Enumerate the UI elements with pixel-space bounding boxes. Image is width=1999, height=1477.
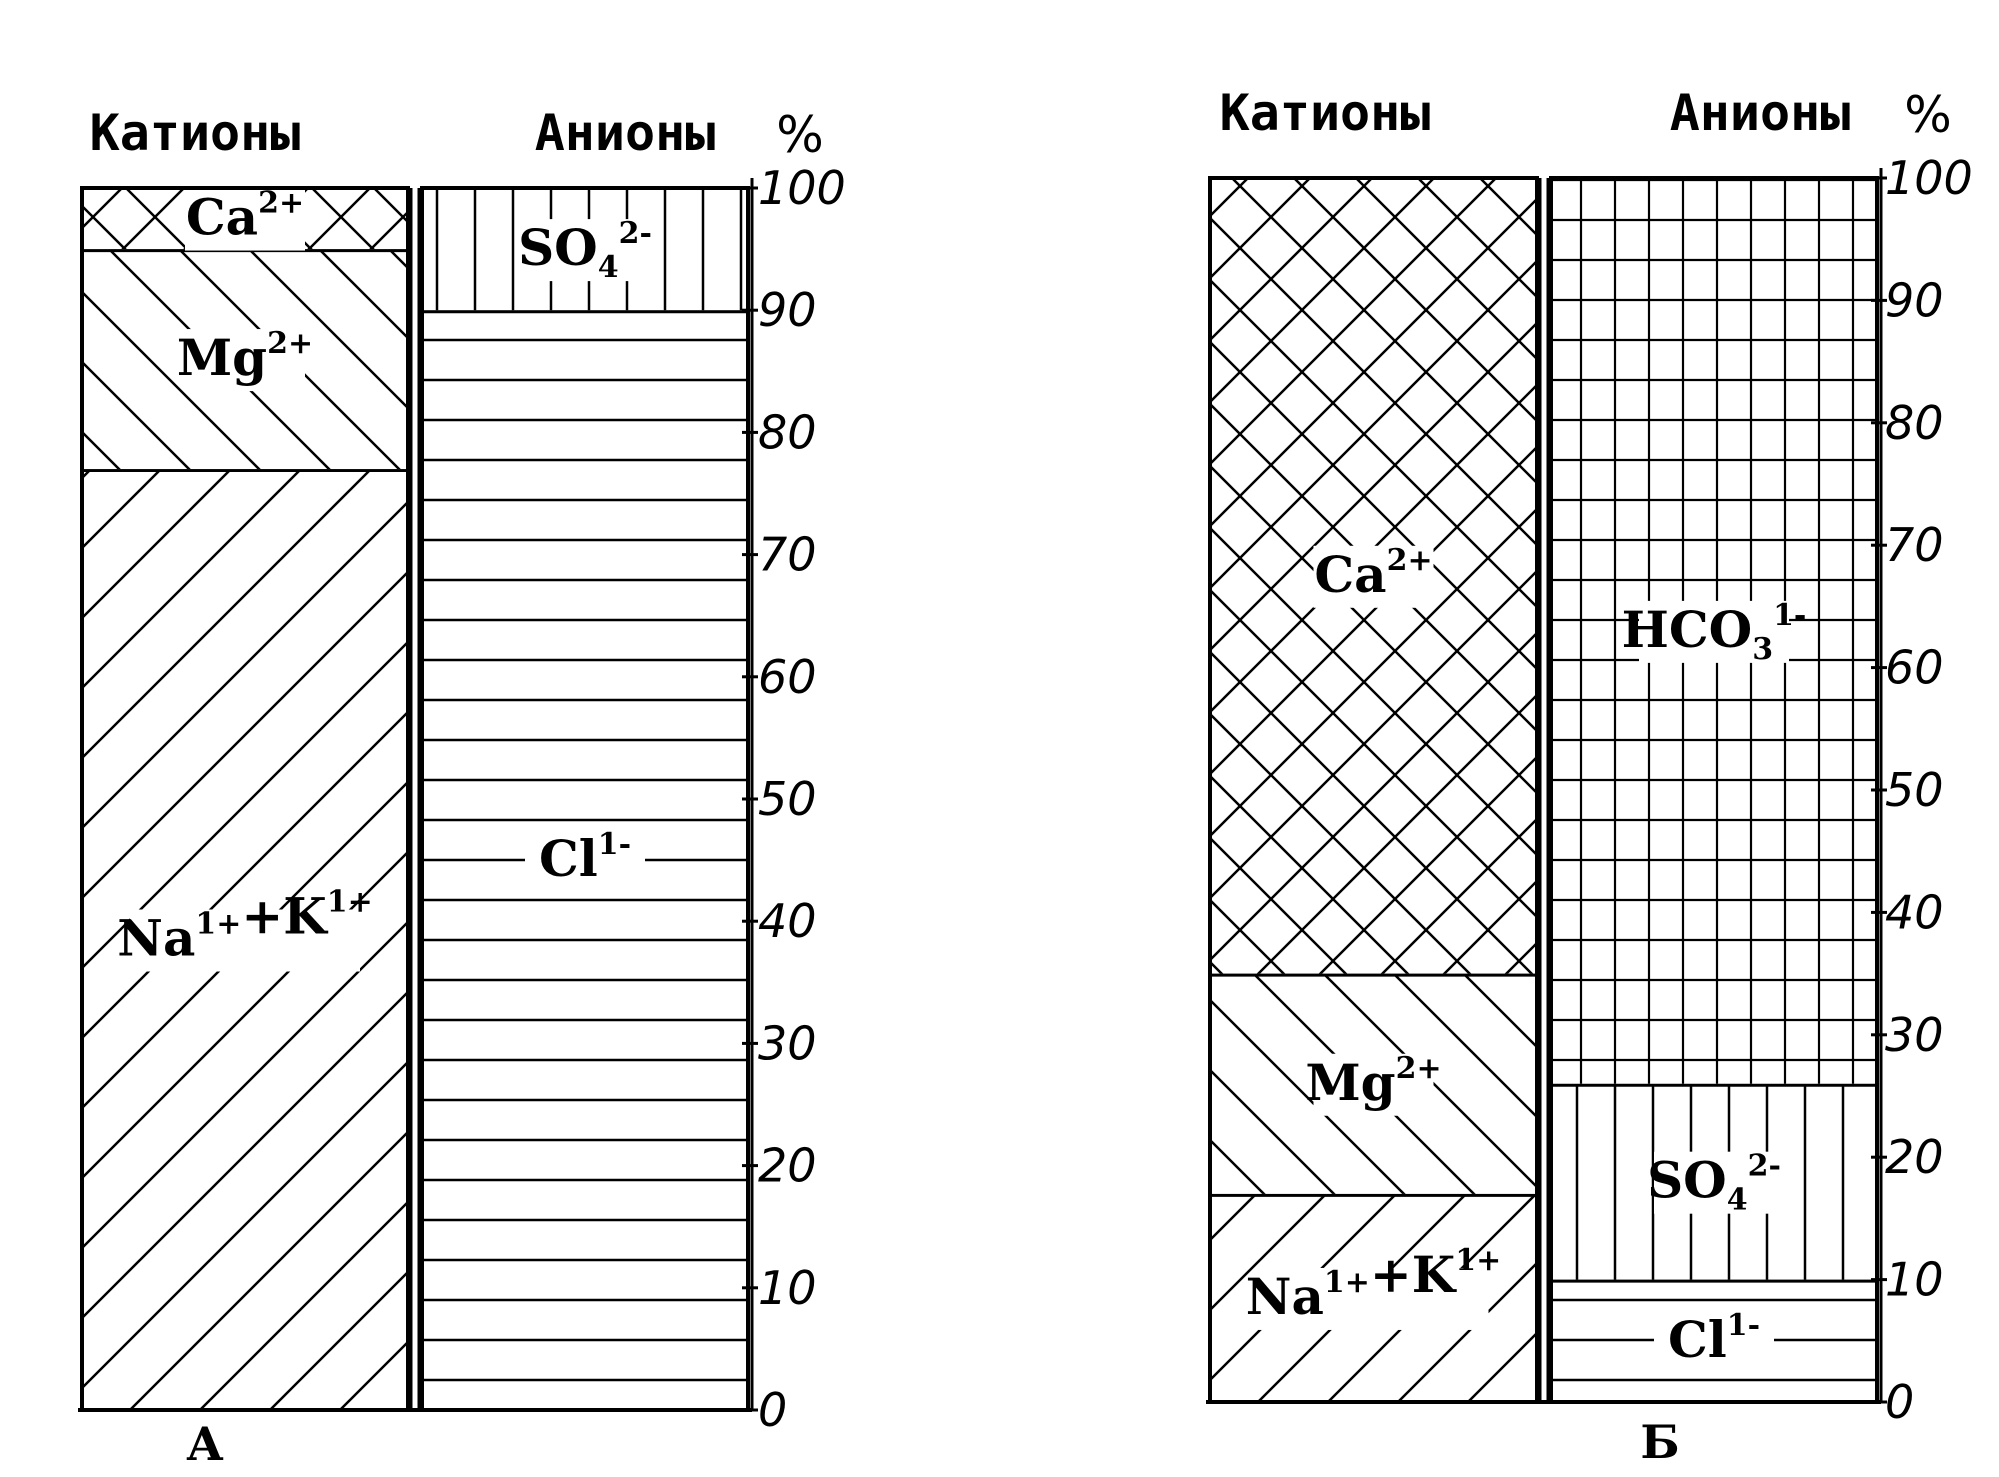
y-tick-label: 70 [758,527,817,582]
y-tick-label: 90 [1885,273,1944,328]
anion-ion-label-2: $HCO_3^{1-}$ [1621,597,1807,667]
y-tick-label: 80 [1885,395,1944,450]
chart-panel-1 [78,104,846,1471]
cation-ion-label-0: $Na^{1+}+K^{1+}$ [117,884,373,968]
y-tick-label: 30 [758,1016,817,1071]
cations-header: Катионы [89,104,301,162]
y-tick-label: 100 [1885,151,1973,205]
y-tick-label: 60 [758,649,817,704]
anions-header: Анионы [1669,84,1851,142]
y-tick-label: 60 [1885,640,1944,695]
cation-ion-label-2: $Ca^{2+}$ [185,185,305,247]
unit-label: % [1904,86,1952,144]
y-tick-label: 90 [758,283,817,338]
y-tick-label: 40 [758,894,817,949]
unit-label: % [776,106,824,164]
anion-ion-label-0: $Cl^{1-}$ [538,827,632,889]
y-tick-label: 0 [1885,1375,1915,1429]
y-tick-label: 50 [1885,763,1944,817]
cations-header: Катионы [1219,84,1431,142]
cation-ion-label-1: $Mg^{2+}$ [1305,1050,1442,1112]
panel-label: Б [1640,1415,1680,1469]
y-tick-label: 40 [1885,885,1944,940]
anions-header: Анионы [534,104,716,162]
y-tick-label: 20 [758,1138,817,1193]
cation-ion-label-2: $Ca^{2+}$ [1314,542,1433,604]
panel-label: А [186,1417,224,1471]
y-tick-label: 10 [758,1260,817,1315]
y-tick-label: 0 [758,1383,788,1437]
y-tick-label: 100 [758,161,846,215]
y-tick-label: 80 [758,405,817,460]
anion-ion-label-0: $Cl^{1-}$ [1667,1307,1761,1369]
y-tick-label: 30 [1885,1007,1944,1062]
cation-ion-label-0: $Na^{1+}+K^{1+}$ [1245,1242,1502,1326]
anion-ion-label-1: $SO_4^{2-}$ [518,216,652,286]
cation-ion-label-1: $Mg^{2+}$ [176,326,314,388]
chart-panel-2 [1206,84,1973,1469]
y-tick-label: 10 [1885,1252,1944,1307]
anion-ion-label-1: $SO_4^{2-}$ [1647,1148,1781,1218]
y-tick-label: 70 [1885,518,1944,573]
y-tick-label: 20 [1885,1130,1944,1185]
y-tick-label: 50 [758,772,817,826]
